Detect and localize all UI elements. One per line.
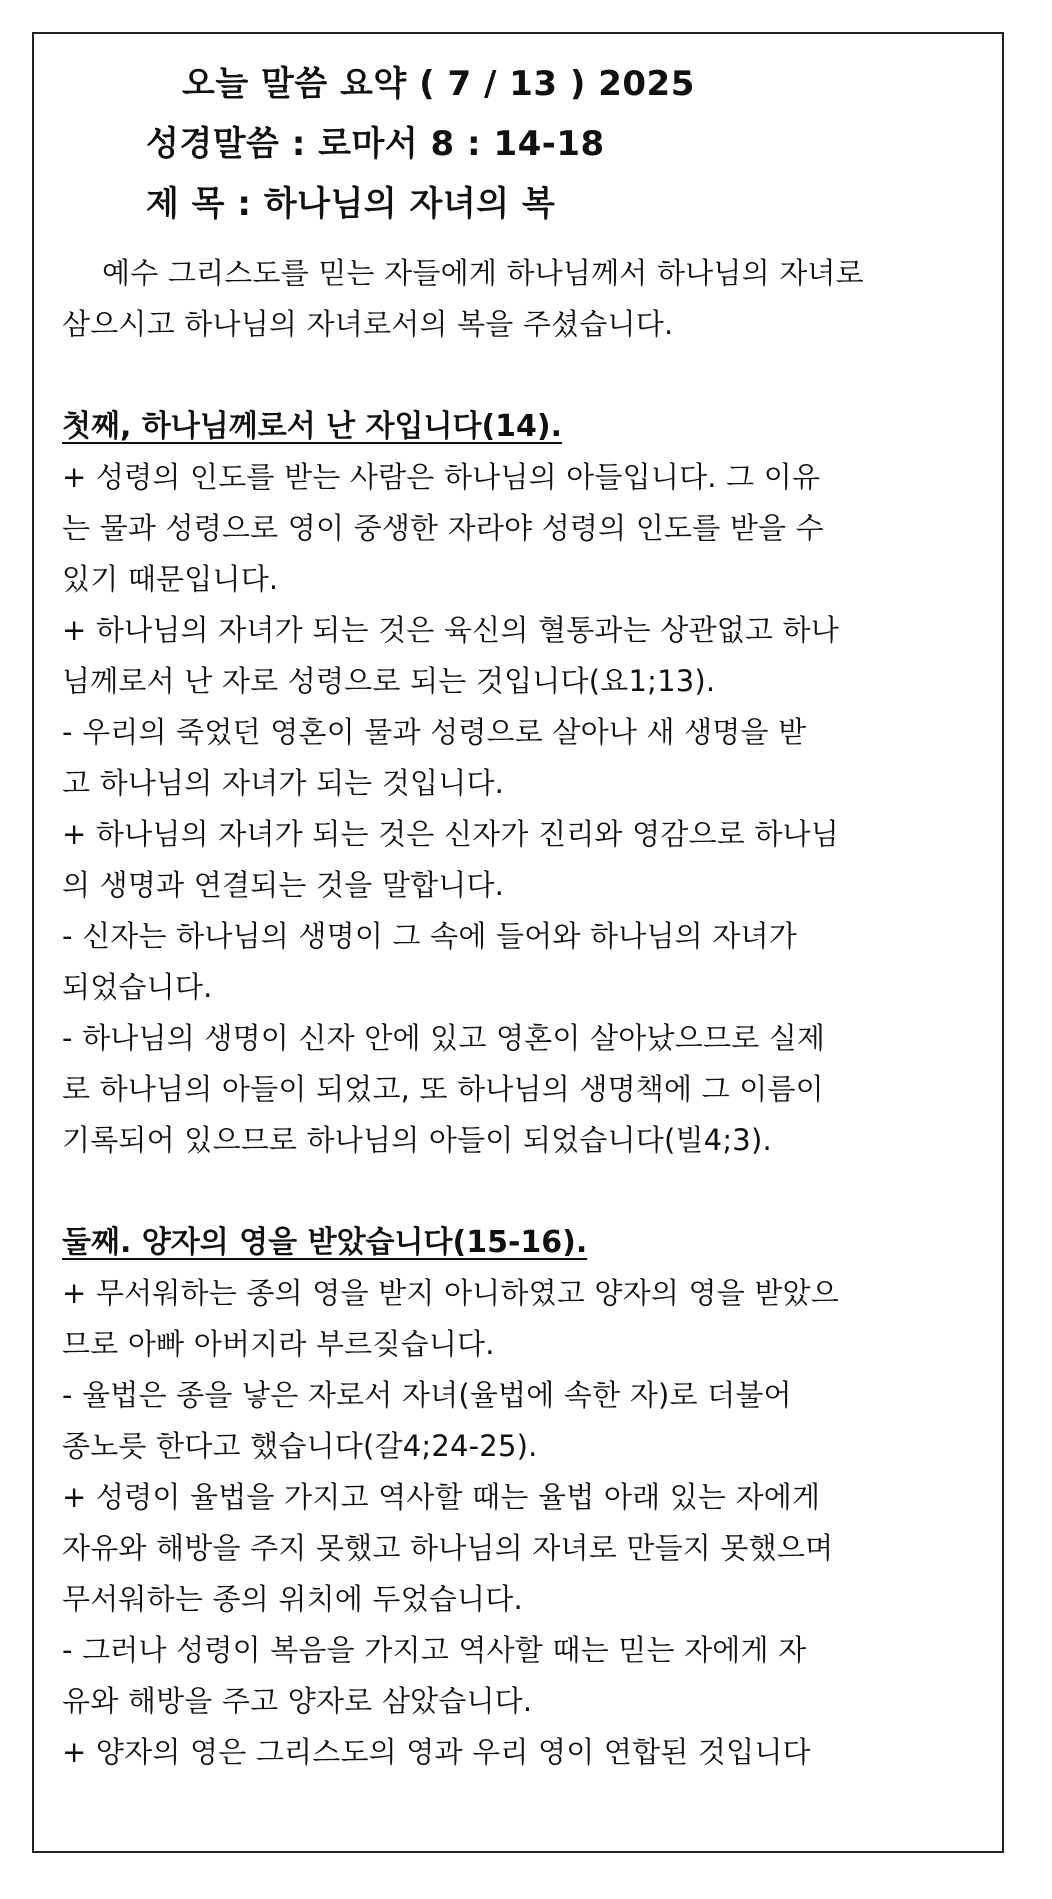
sermon-body: [62, 248, 982, 1778]
section-heading-first: 첫째, 하나님께로서 난 자입니다(14).: [62, 409, 563, 444]
intro-line: 예수 그리스도를 믿는 자들에게 하나님께서 하나님의 자녀로: [102, 256, 864, 290]
sermon-summary-page: [32, 32, 1004, 1853]
section-line: 고 하나님의 자녀가 되는 것입니다.: [62, 766, 505, 800]
spacer: [62, 350, 982, 401]
section-line: + 무서워하는 종의 영을 받지 아니하였고 양자의 영을 받았으: [62, 1276, 839, 1310]
section-line: - 신자는 하나님의 생명이 그 속에 들어와 하나님의 자녀가: [62, 919, 797, 953]
section-line: 로 하나님의 아들이 되었고, 또 하나님의 생명책에 그 이름이: [62, 1072, 824, 1106]
section-line: + 성령이 율법을 가지고 역사할 때는 율법 아래 있는 자에게: [62, 1480, 821, 1514]
section-line: - 하나님의 생명이 신자 안에 있고 영혼이 살아났으므로 실제: [62, 1021, 826, 1055]
section-line: - 그러나 성령이 복음을 가지고 역사할 때는 믿는 자에게 자: [62, 1633, 807, 1667]
section-line: 무서워하는 종의 위치에 두었습니다.: [62, 1582, 523, 1616]
section-heading-second: 둘째. 양자의 영을 받았습니다(15-16).: [62, 1225, 588, 1260]
section-line: 자유와 해방을 주지 못했고 하나님의 자녀로 만들지 못했으며: [62, 1531, 834, 1565]
section-line: + 양자의 영은 그리스도의 영과 우리 영이 연합된 것입니다: [62, 1735, 811, 1769]
section-line: 종노릇 한다고 했습니다(갈4;24-25).: [62, 1429, 538, 1463]
section-line: - 우리의 죽었던 영혼이 물과 성령으로 살아나 새 생명을 받: [62, 715, 807, 749]
section-line: 되었습니다.: [62, 970, 213, 1004]
section-line: 님께로서 난 자로 성령으로 되는 것입니다(요1;13).: [62, 664, 716, 698]
scripture-reference: 성경말씀 : 로마서 8 : 14-18: [146, 124, 605, 164]
section-line: + 하나님의 자녀가 되는 것은 육신의 혈통과는 상관없고 하나: [62, 613, 839, 647]
section-line: 있기 때문입니다.: [62, 562, 279, 596]
section-line: 므로 아빠 아버지라 부르짖습니다.: [62, 1327, 495, 1361]
section-line: 기록되어 있으므로 하나님의 아들이 되었습니다(빌4;3).: [62, 1123, 772, 1157]
section-line: + 성령의 인도를 받는 사람은 하나님의 아들입니다. 그 이유: [62, 460, 821, 494]
section-line: - 율법은 종을 낳은 자로서 자녀(율법에 속한 자)로 더불어: [62, 1378, 792, 1412]
section-line: 유와 해방을 주고 양자로 삼았습니다.: [62, 1684, 533, 1718]
spacer: [62, 1166, 982, 1217]
section-line: 의 생명과 연결되는 것을 말합니다.: [62, 868, 505, 902]
intro-line: 삼으시고 하나님의 자녀로서의 복을 주셨습니다.: [62, 307, 674, 341]
sermon-title: 제 목 : 하나님의 자녀의 복: [146, 184, 556, 224]
section-line: 는 물과 성령으로 영이 중생한 자라야 성령의 인도를 받을 수: [62, 511, 824, 545]
summary-date-title: 오늘 말씀 요약 ( 7 / 13 ) 2025: [182, 64, 695, 104]
section-line: + 하나님의 자녀가 되는 것은 신자가 진리와 영감으로 하나님: [62, 817, 839, 851]
